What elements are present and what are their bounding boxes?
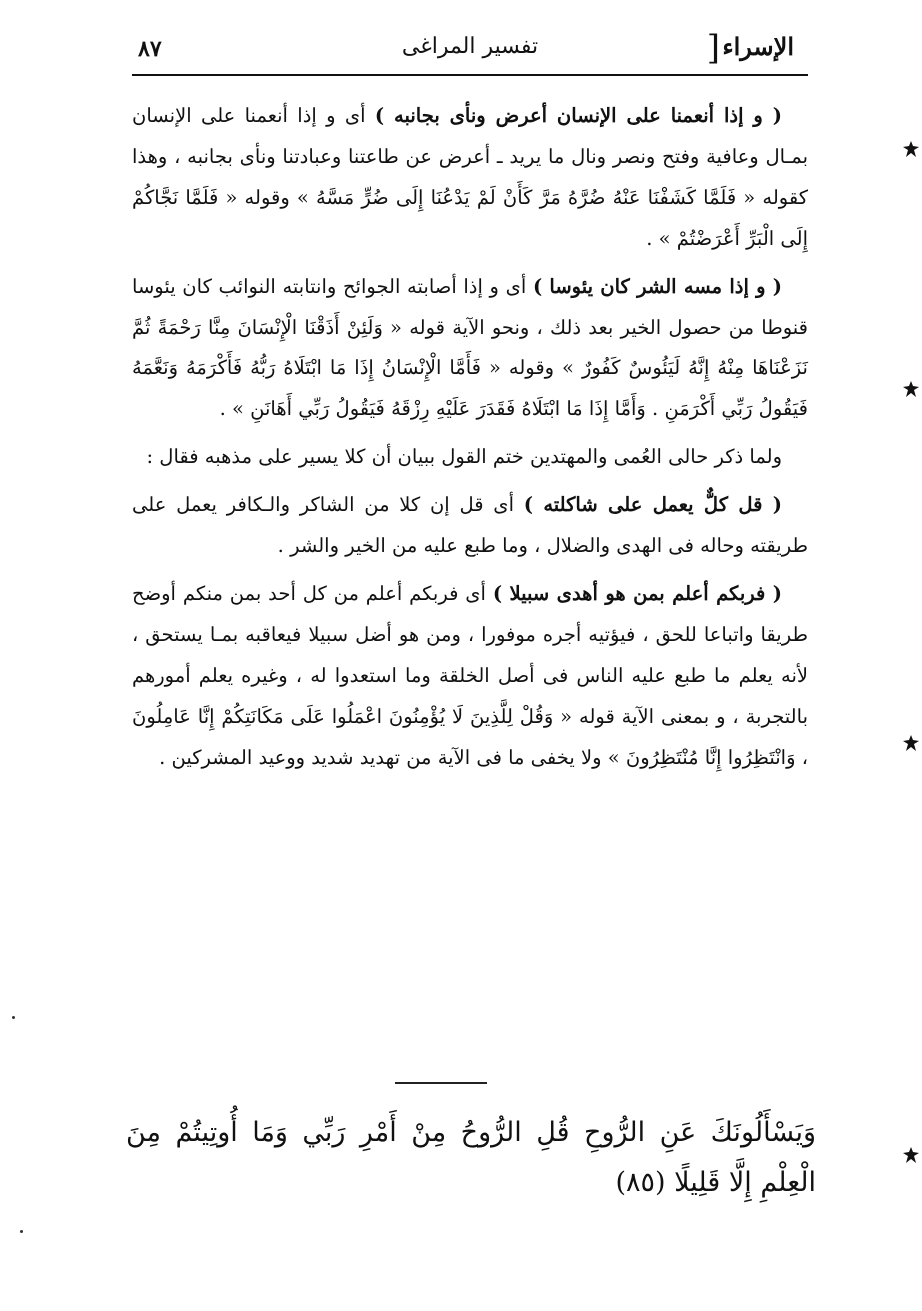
paragraph-text: أى قل إن كلا من الشاكر والـكافر يعمل على طريقته وحاله فى الهدى والضلال ، وما طبع عليه من الخير والشر . — [132, 493, 808, 558]
ink-blot-icon — [902, 1146, 920, 1164]
section-divider — [395, 1082, 487, 1084]
quoted-verse: ( قل كلٌّ يعمل على شاكلته ) — [523, 493, 782, 517]
paragraph — [132, 437, 808, 478]
paragraph-text: أى فربكم أعلم من كل أحد بمن منكم أوضح طريقا واتباعا للحق ، فيؤتيه أجره موفورا ، ومن هو أضل سبيلا فيعاقبه بمـا يستحق ، لأنه يعلم ما طبع عليه الناس فى أصل الخلقة وما استعدوا له ، وغيره يعلم أمورهم بالتجربة ، و بمعنى الآية قوله « وَقُلْ لِلَّذِينَ لَا يُؤْمِنُونَ اعْمَلُوا عَلَى مَكَانَتِكُمْ إِنَّا عَامِلُونَ ، وَانْتَظِرُوا إِنَّا مُنْتَظِرُونَ » ولا يخفى ما فى الآية من تهديد شديد ووعيد المشركين . — [132, 581, 808, 769]
paragraph — [132, 267, 808, 431]
quoted-verse: ( فربكم أعلم بمن هو أهدى سبيلا ) — [492, 581, 782, 605]
paragraph — [132, 574, 808, 779]
paragraph — [132, 485, 808, 567]
page-number: ٨٧ — [138, 36, 162, 62]
paragraph-text: أى و إذا أنعمنا على الإنسان بمـال وعافية وفتح ونصر ونال ما يريد ـ أعرض عن طاعتنا وعبادتنا ونأى بجانبه ، وهذا كقوله « فَلَمَّا كَشَفْنَا عَنْهُ ضُرَّهُ مَرَّ كَأَنْ لَمْ يَدْعُنَا إِلَى ضُرٍّ مَسَّهُ » وقوله « فَلَمَّا نَجَّاكُمْ إِلَى الْبَرِّ أَعْرَضْتُمْ » . — [132, 104, 808, 250]
verse-line-1: وَيَسْأَلُونَكَ عَنِ الرُّوحِ قُلِ الرُّوحُ مِنْ أَمْرِ رَبِّي وَمَا أُوتِيتُمْ مِنَ — [126, 1117, 816, 1148]
ink-blot-icon — [902, 734, 920, 752]
paragraph — [132, 96, 808, 260]
paragraph-text: أى و إذا أصابته الجوائح وانتابته النوائب كان يئوسا قنوطا من حصول الخير بعد ذلك ، ونحو الآية قوله « وَلَئِنْ أَذَقْنَا الْإِنْسَانَ مِنَّا رَحْمَةً ثُمَّ نَزَعْنَاهَا مِنْهُ إِنَّهُ لَيَئُوسٌ كَفُورٌ » وقوله « فَأَمَّا الْإِنْسَانُ إِذَا مَا ابْتَلَاهُ رَبُّهُ فَأَكْرَمَهُ وَنَعَّمَهُ فَيَقُولُ رَبِّي أَكْرَمَنِ . وَأَمَّا إِذَا مَا ابْتَلَاهُ فَقَدَرَ عَلَيْهِ رِزْقَهُ فَيَقُولُ رَبِّي أَهَانَنِ » . — [132, 274, 808, 421]
scan-speck — [20, 1230, 23, 1233]
verse-line-2: الْعِلْمِ إِلَّا قَلِيلًا (٨٥) — [615, 1167, 816, 1198]
quoted-verse: ( و إذا مسه الشر كان يئوسا ) — [532, 274, 782, 298]
quoted-verse: ( و إذا أنعمنا على الإنسان أعرض ونأى بجانبه ) — [374, 104, 782, 127]
ink-blot-icon — [902, 140, 920, 158]
book-title: تفسير المراغى — [401, 34, 539, 59]
quran-verse — [126, 1108, 816, 1208]
header-rule — [132, 74, 808, 76]
page-header — [132, 30, 808, 78]
surah-name: الإسراء — [722, 32, 794, 61]
header-bracket: ] — [706, 28, 720, 68]
paragraph-text: ولما ذكر حالى العُمى والمهتدين ختم القول ببيان أن كلا يسير على مذهبه فقال : — [146, 445, 782, 469]
ink-blot-icon — [902, 380, 920, 398]
scan-speck — [12, 1016, 15, 1019]
commentary-body — [132, 96, 808, 786]
